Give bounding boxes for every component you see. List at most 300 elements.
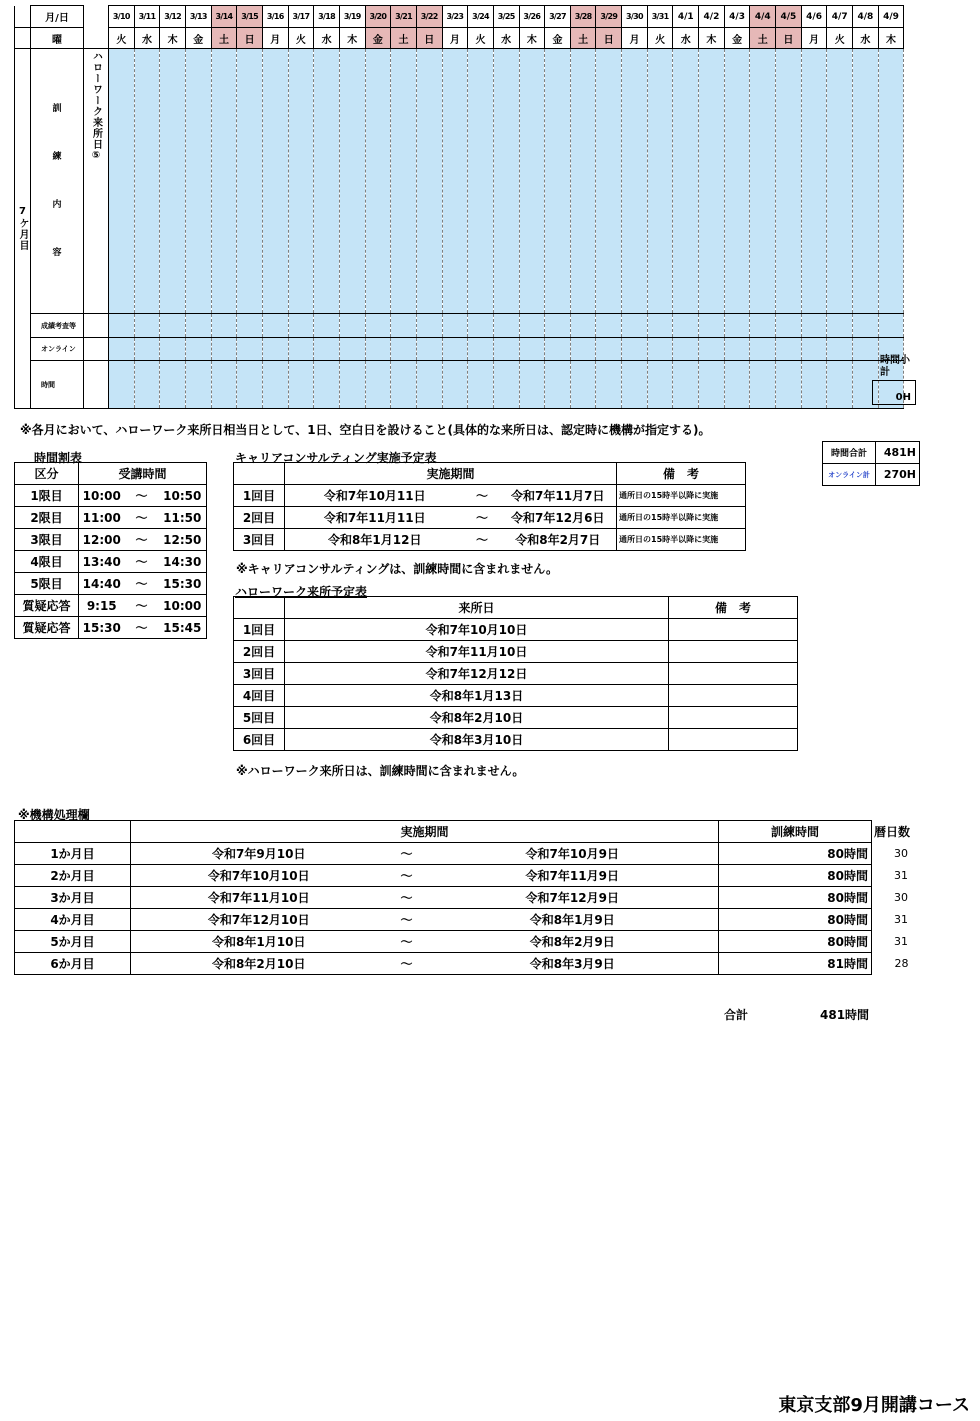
day-cell: [776, 314, 802, 338]
timetable-row: [15, 573, 207, 595]
career-table: [233, 462, 746, 551]
weekday-cell: 火: [109, 28, 135, 49]
day-cell: [827, 314, 853, 338]
day-cell: [776, 49, 802, 314]
day-cell: [827, 338, 853, 361]
month-label: 6か月目: [15, 953, 131, 975]
date-cell: 3/24: [468, 6, 494, 28]
range-sep: ～: [125, 507, 159, 529]
date-cell: 3/13: [185, 6, 211, 28]
date-cell: 4/9: [878, 6, 904, 28]
day-cell: [750, 338, 776, 361]
calendar-days: 31: [894, 869, 908, 882]
end-date: 令和8年1月9日: [427, 909, 719, 931]
date-cell: 4/4: [750, 6, 776, 28]
month-label: 5か月目: [15, 931, 131, 953]
day-cell: [339, 314, 365, 338]
day-cell: [288, 49, 314, 314]
day-cell: [493, 49, 519, 314]
training-hours: 81時間: [719, 953, 872, 975]
day-cell: [211, 314, 237, 338]
visit-label: 2回目: [234, 641, 285, 663]
weekday-cell: 日: [776, 28, 802, 49]
grade-row-label: 成績考査等: [31, 314, 84, 338]
training-hours: 80時間: [719, 909, 872, 931]
weekday-cell: 土: [211, 28, 237, 49]
day-cell: [724, 338, 750, 361]
end-time: 10:50: [159, 485, 207, 507]
range-sep: ～: [125, 573, 159, 595]
date-cell: 3/14: [211, 6, 237, 28]
day-cell: [339, 49, 365, 314]
hellowork-row: [234, 707, 798, 729]
org-row: [15, 953, 912, 975]
day-cell: [339, 361, 365, 409]
weekday-cell: 火: [827, 28, 853, 49]
day-cell: [519, 361, 545, 409]
day-cell: [853, 49, 879, 314]
remarks: 通所日の15時半以降に実施: [617, 507, 746, 529]
month-label: 4か月目: [15, 909, 131, 931]
calendar-days: 30: [894, 847, 908, 860]
remarks: [669, 729, 798, 751]
day-cell: [391, 49, 417, 314]
range-sep: ～: [125, 529, 159, 551]
day-cell: [673, 49, 699, 314]
end-time: 15:30: [159, 573, 207, 595]
end-date: 令和7年11月7日: [500, 485, 617, 507]
day-cell: [545, 338, 571, 361]
org-title: ※機構処理欄: [18, 808, 90, 822]
weekday-cell: 月: [622, 28, 648, 49]
remarks: 通所日の15時半以降に実施: [617, 485, 746, 507]
day-cell: [673, 361, 699, 409]
day-cell: [365, 49, 391, 314]
day-cell: [801, 49, 827, 314]
calendar-online-row: [15, 338, 904, 361]
day-cell: [262, 314, 288, 338]
range-sep: ～: [387, 931, 427, 953]
hellowork-row: [234, 663, 798, 685]
day-cell: [134, 338, 160, 361]
day-cell: [185, 49, 211, 314]
weekday-cell: 金: [724, 28, 750, 49]
day-cell: [160, 338, 186, 361]
period-label: 4限目: [15, 551, 79, 573]
org-row: [15, 865, 912, 887]
day-cell: [647, 338, 673, 361]
weekday-cell: 金: [185, 28, 211, 49]
hellowork-header-date: 来所日: [285, 597, 669, 619]
day-cell: [622, 361, 648, 409]
calendar-days: 31: [894, 913, 908, 926]
period-label: 5限目: [15, 573, 79, 595]
career-row: [234, 507, 746, 529]
range-sep: ～: [387, 887, 427, 909]
date-cell: 3/11: [134, 6, 160, 28]
day-cell: [314, 361, 340, 409]
org-header-days: 暦日数: [874, 825, 911, 839]
timetable-row: [15, 617, 207, 639]
org-total-value: 481時間: [820, 1008, 870, 1022]
day-cell: [776, 338, 802, 361]
end-date: 令和7年10月9日: [427, 843, 719, 865]
weekday-cell: 火: [288, 28, 314, 49]
weekday-cell: 土: [570, 28, 596, 49]
end-date: 令和8年2月7日: [500, 529, 617, 551]
day-cell: [211, 361, 237, 409]
start-date: 令和7年12月10日: [131, 909, 387, 931]
day-cell: [442, 338, 468, 361]
day-cell: [468, 338, 494, 361]
start-time: 9:15: [79, 595, 125, 617]
day-cell: [596, 361, 622, 409]
day-cell: [493, 314, 519, 338]
weekday-cell: 月: [442, 28, 468, 49]
visit-date: 令和7年11月10日: [285, 641, 669, 663]
training-hours: 80時間: [719, 931, 872, 953]
range-sep: ～: [465, 507, 500, 529]
remarks: [669, 707, 798, 729]
timetable-title: 時間割表: [34, 451, 83, 465]
career-row: [234, 529, 746, 551]
hellowork-table: [233, 596, 798, 751]
day-cell: [647, 361, 673, 409]
weekday-cell: 水: [134, 28, 160, 49]
day-cell: [699, 361, 725, 409]
weekday-cell: 火: [647, 28, 673, 49]
visit-label: 1回目: [234, 619, 285, 641]
day-cell: [391, 361, 417, 409]
day-cell: [339, 338, 365, 361]
day-cell: [391, 338, 417, 361]
date-cell: 3/23: [442, 6, 468, 28]
day-cell: [109, 361, 135, 409]
range-sep: ～: [387, 909, 427, 931]
month-label: 2か月目: [15, 865, 131, 887]
online-total-label: オンライン計: [823, 464, 876, 486]
date-cell: 4/3: [724, 6, 750, 28]
range-sep: ～: [387, 843, 427, 865]
org-table: [14, 820, 912, 975]
org-row: [15, 909, 912, 931]
day-cell: [750, 314, 776, 338]
visit-date: 令和8年1月13日: [285, 685, 669, 707]
timetable-header-kubun: 区分: [15, 463, 79, 485]
range-sep: ～: [465, 485, 500, 507]
day-cell: [160, 361, 186, 409]
calendar-content-row: [15, 49, 904, 314]
weekday-cell: 水: [314, 28, 340, 49]
session-label: 1回目: [234, 485, 285, 507]
date-cell: 4/5: [776, 6, 802, 28]
day-cell: [160, 314, 186, 338]
day-cell: [622, 49, 648, 314]
calendar-hours-row: [15, 361, 904, 409]
weekday-cell: 月: [262, 28, 288, 49]
day-cell: [262, 49, 288, 314]
day-cell: [468, 361, 494, 409]
start-date: 令和8年2月10日: [131, 953, 387, 975]
weekday-header-label: 曜: [31, 28, 84, 49]
start-date: 令和7年11月11日: [285, 507, 465, 529]
day-cell: [596, 314, 622, 338]
day-cell: [493, 338, 519, 361]
day-cell: [109, 314, 135, 338]
start-time: 10:00: [79, 485, 125, 507]
day-cell: [109, 338, 135, 361]
period-label: 質疑応答: [15, 617, 79, 639]
day-cell: [365, 338, 391, 361]
date-cell: 3/18: [314, 6, 340, 28]
start-date: 令和7年10月10日: [131, 865, 387, 887]
hellowork-row: [234, 685, 798, 707]
range-sep: ～: [125, 485, 159, 507]
subtotal-label: 時間小計: [880, 355, 910, 378]
end-date: 令和7年11月9日: [427, 865, 719, 887]
training-hours: 80時間: [719, 865, 872, 887]
content-label-char: 内: [52, 200, 62, 210]
end-date: 令和7年12月6日: [500, 507, 617, 529]
day-cell: [493, 361, 519, 409]
weekday-cell: 金: [545, 28, 571, 49]
day-cell: [365, 314, 391, 338]
org-total-label: 合計: [724, 1008, 749, 1022]
start-date: 令和8年1月12日: [285, 529, 465, 551]
start-time: 12:00: [79, 529, 125, 551]
visit-label: 4回目: [234, 685, 285, 707]
org-row: [15, 843, 912, 865]
career-header: [234, 463, 746, 485]
course-footer: 東京支部9月開講コース: [778, 1395, 970, 1416]
calendar-days: 30: [894, 891, 908, 904]
end-time: 15:45: [159, 617, 207, 639]
date-cell: 4/7: [827, 6, 853, 28]
hellowork-header-remarks: 備 考: [669, 597, 798, 619]
start-time: 15:30: [79, 617, 125, 639]
org-row: [15, 931, 912, 953]
date-cell: 4/8: [853, 6, 879, 28]
subtotal-value: 0H: [872, 380, 916, 405]
weekday-cell: 日: [237, 28, 263, 49]
training-calendar: [14, 5, 904, 409]
month-label: 1か月目: [15, 843, 131, 865]
org-row: [15, 887, 912, 909]
remarks: [669, 619, 798, 641]
date-cell: 3/12: [160, 6, 186, 28]
online-total-value: 270H: [876, 464, 920, 486]
career-header-remarks: 備 考: [617, 463, 746, 485]
day-cell: [801, 361, 827, 409]
visit-date: 令和8年3月10日: [285, 729, 669, 751]
day-cell: [724, 314, 750, 338]
weekday-cell: 木: [160, 28, 186, 49]
remarks: 通所日の15時半以降に実施: [617, 529, 746, 551]
day-cell: [570, 361, 596, 409]
day-cell: [416, 338, 442, 361]
day-cell: [622, 314, 648, 338]
day-cell: [699, 49, 725, 314]
period-label: 質疑応答: [15, 595, 79, 617]
training-hours: 80時間: [719, 887, 872, 909]
total-hours-label: 時間合計: [823, 442, 876, 464]
day-cell: [237, 338, 263, 361]
weekday-cell: 日: [416, 28, 442, 49]
date-cell: 4/1: [673, 6, 699, 28]
day-cell: [288, 338, 314, 361]
start-time: 13:40: [79, 551, 125, 573]
day-cell: [185, 361, 211, 409]
hellowork-note: ※ハローワーク来所日は、訓練時間に含まれません。: [236, 764, 525, 778]
start-date: 令和7年11月10日: [131, 887, 387, 909]
day-cell: [750, 361, 776, 409]
day-cell: [416, 361, 442, 409]
content-label-char: 容: [52, 248, 62, 258]
weekday-cell: 土: [750, 28, 776, 49]
day-cell: [314, 314, 340, 338]
hellowork-title: ハローワーク来所予定表: [235, 585, 368, 599]
day-cell: [314, 49, 340, 314]
month-label: 7ケ月目: [17, 206, 28, 251]
day-cell: [801, 338, 827, 361]
day-cell: [827, 49, 853, 314]
weekday-cell: 水: [853, 28, 879, 49]
date-cell: 4/2: [699, 6, 725, 28]
timetable-row: [15, 551, 207, 573]
day-cell: [699, 338, 725, 361]
org-header-period: 実施期間: [131, 821, 719, 843]
org-header-hours: 訓練時間: [719, 821, 872, 843]
career-row: [234, 485, 746, 507]
day-cell: [442, 361, 468, 409]
day-cell: [288, 314, 314, 338]
hellowork-visit-note: ハローワーク来所日⑤: [90, 51, 102, 162]
weekday-cell: 金: [365, 28, 391, 49]
day-cell: [724, 49, 750, 314]
period-label: 3限目: [15, 529, 79, 551]
session-label: 2回目: [234, 507, 285, 529]
visit-date: 令和7年10月10日: [285, 619, 669, 641]
period-label: 2限目: [15, 507, 79, 529]
weekday-cell: 木: [878, 28, 904, 49]
start-time: 14:40: [79, 573, 125, 595]
day-cell: [673, 338, 699, 361]
calendar-weekday-row: [15, 28, 904, 49]
weekday-cell: 月: [801, 28, 827, 49]
period-label: 1限目: [15, 485, 79, 507]
timetable-row: [15, 595, 207, 617]
date-cell: 3/20: [365, 6, 391, 28]
hellowork-header: [234, 597, 798, 619]
weekday-cell: 日: [596, 28, 622, 49]
range-sep: ～: [125, 595, 159, 617]
content-label-char: 練: [52, 152, 62, 162]
month-label: 3か月目: [15, 887, 131, 909]
date-cell: 3/17: [288, 6, 314, 28]
day-cell: [468, 314, 494, 338]
day-cell: [134, 49, 160, 314]
online-row-label: オンライン: [31, 338, 84, 361]
day-cell: [211, 49, 237, 314]
weekday-cell: 火: [468, 28, 494, 49]
weekday-cell: 木: [339, 28, 365, 49]
day-cell: [724, 361, 750, 409]
day-cell: [237, 49, 263, 314]
date-cell: 3/26: [519, 6, 545, 28]
career-title: キャリアコンサルティング実施予定表: [235, 451, 437, 465]
date-cell: 4/6: [801, 6, 827, 28]
remarks: [669, 663, 798, 685]
end-time: 11:50: [159, 507, 207, 529]
visit-label: 6回目: [234, 729, 285, 751]
visit-date: 令和8年2月10日: [285, 707, 669, 729]
date-cell: 3/22: [416, 6, 442, 28]
day-cell: [776, 361, 802, 409]
start-date: 令和7年9月10日: [131, 843, 387, 865]
day-cell: [596, 49, 622, 314]
note-top: ※各月において、ハローワーク来所日相当日として、1日、空白日を設けること(具体的な来所日は、認定時に機構が指定する)。: [20, 423, 711, 437]
day-cell: [853, 314, 879, 338]
end-date: 令和8年3月9日: [427, 953, 719, 975]
day-cell: [288, 361, 314, 409]
day-cell: [519, 49, 545, 314]
day-cell: [545, 361, 571, 409]
totals-box: [822, 441, 920, 486]
day-cell: [134, 361, 160, 409]
date-cell: 3/25: [493, 6, 519, 28]
end-time: 10:00: [159, 595, 207, 617]
start-time: 11:00: [79, 507, 125, 529]
weekday-cell: 水: [673, 28, 699, 49]
date-cell: 3/16: [262, 6, 288, 28]
visit-label: 3回目: [234, 663, 285, 685]
day-cell: [570, 338, 596, 361]
day-cell: [545, 314, 571, 338]
hellowork-row: [234, 641, 798, 663]
timetable-header-time: 受講時間: [79, 463, 207, 485]
date-cell: 3/28: [570, 6, 596, 28]
timetable-row: [15, 507, 207, 529]
day-cell: [801, 314, 827, 338]
date-cell: 3/30: [622, 6, 648, 28]
training-hours: 80時間: [719, 843, 872, 865]
weekday-cell: 木: [699, 28, 725, 49]
day-cell: [827, 361, 853, 409]
range-sep: ～: [125, 551, 159, 573]
end-date: 令和7年12月9日: [427, 887, 719, 909]
end-time: 14:30: [159, 551, 207, 573]
date-header-label: 月/日: [31, 6, 84, 28]
day-cell: [647, 314, 673, 338]
day-cell: [185, 338, 211, 361]
timetable-row: [15, 485, 207, 507]
day-cell: [442, 314, 468, 338]
date-cell: 3/29: [596, 6, 622, 28]
org-header: [15, 821, 912, 843]
hours-row-label: 時間: [31, 361, 84, 409]
day-cell: [185, 314, 211, 338]
remarks: [669, 685, 798, 707]
day-cell: [237, 314, 263, 338]
day-cell: [622, 338, 648, 361]
start-date: 令和7年10月11日: [285, 485, 465, 507]
calendar-days: 28: [894, 957, 909, 970]
end-date: 令和8年2月9日: [427, 931, 719, 953]
day-cell: [134, 314, 160, 338]
day-cell: [262, 338, 288, 361]
content-label-char: 訓: [52, 104, 62, 114]
timetable: [14, 462, 207, 639]
